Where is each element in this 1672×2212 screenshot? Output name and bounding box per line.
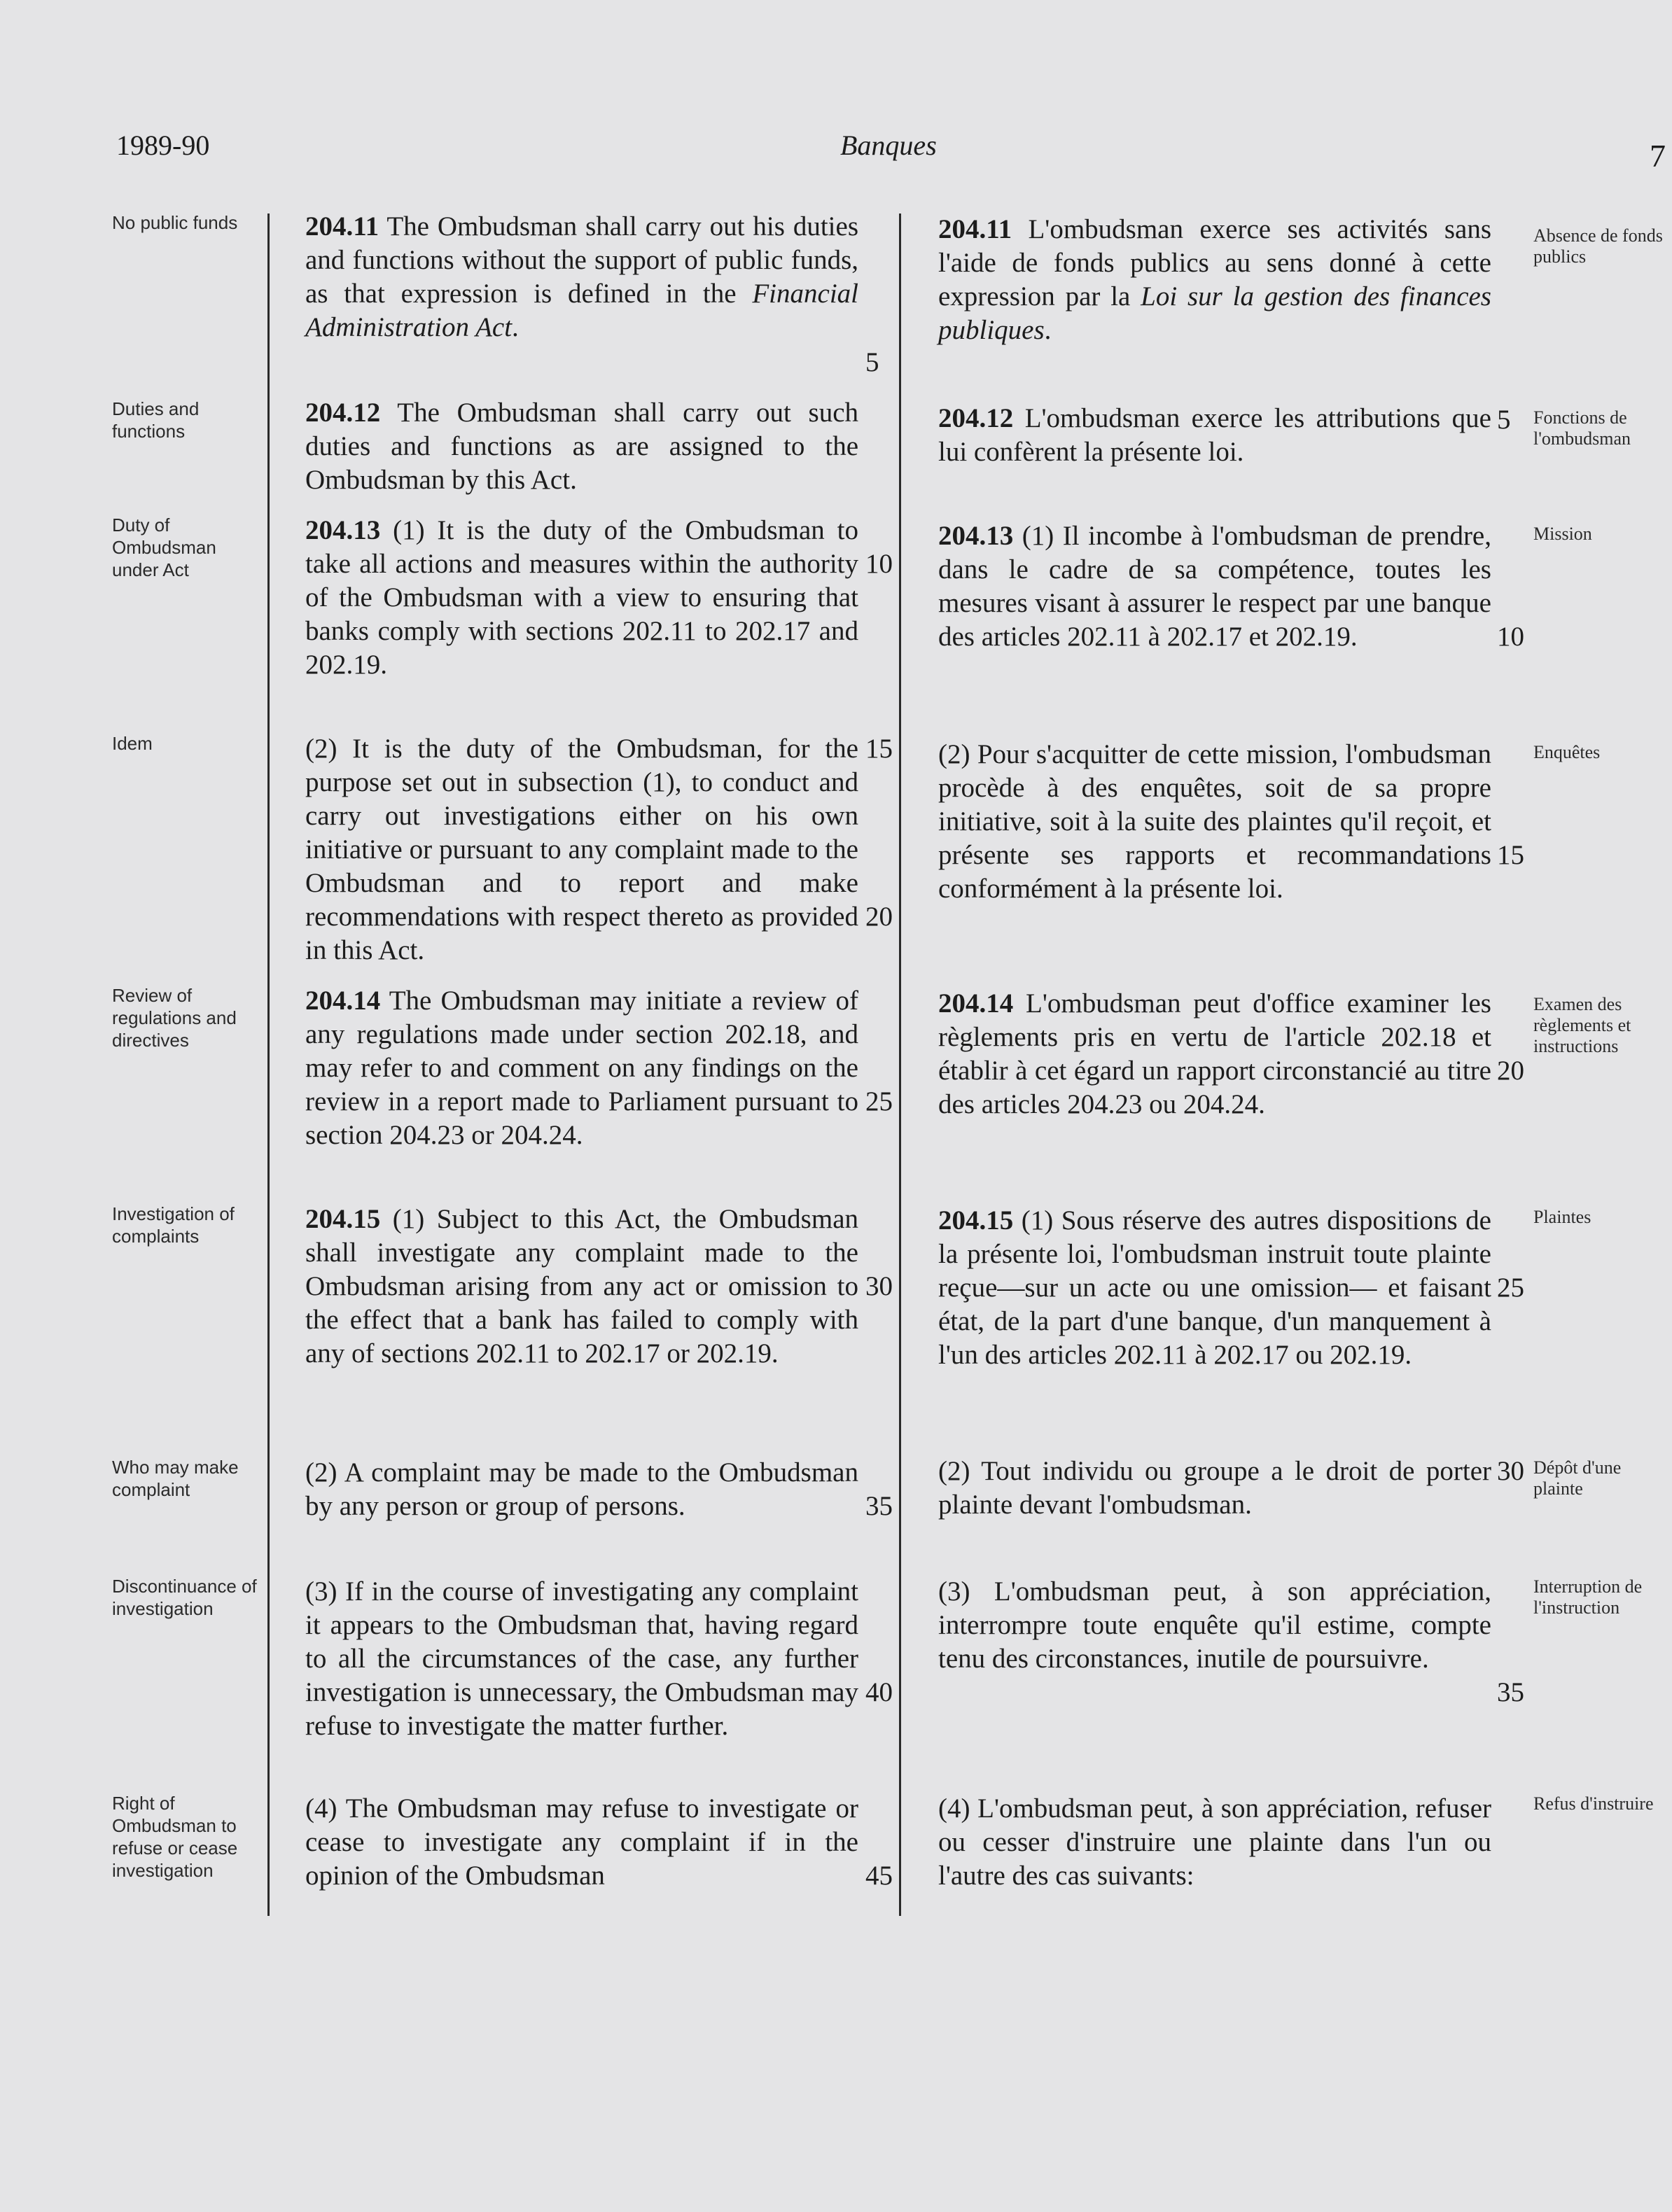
margin-note-fr: Refus d'instruire	[1533, 1793, 1654, 1814]
section-number: 204.12	[938, 403, 1014, 433]
line-number: 30	[1497, 1456, 1524, 1486]
line-number: 15	[865, 734, 893, 764]
line-number: 10	[1497, 622, 1524, 652]
section-fr: 204.14 L'ombudsman peut d'office examiner les règlements pris en vertu de l'article 202.18 et établir à cet égard un rapport circonstancié au titre des articles 204.23 ou 204.24.	[938, 988, 1491, 1119]
margin-note-fr: Mission	[1533, 524, 1592, 544]
section-en: (3) If in the course of investigating any complaint it appears to the Ombudsman that, having regard to all the circumstances of the case, any further investigation is unnecessary, the Ombudsman may refuse to investigate the matter further.	[305, 1576, 858, 1741]
margin-note-en: Who may make complaint	[112, 1457, 239, 1500]
line-number: 10	[865, 549, 893, 579]
margin-note-en: Idem	[112, 733, 153, 754]
section-en: (2) A complaint may be made to the Ombudsman by any person or group of persons.	[305, 1457, 858, 1521]
margin-note-fr: Interruption de l'instruction	[1533, 1576, 1643, 1618]
section-number: 204.14	[305, 986, 381, 1016]
line-number: 20	[865, 902, 893, 932]
margin-note-en: No public funds	[112, 212, 238, 233]
section-en: 204.12 The Ombudsman shall carry out such duties and functions as are assigned to the Ombudsman by this Act.	[305, 398, 858, 495]
margin-note-en: Investigation of complaints	[112, 1203, 235, 1247]
margin-note-en: Discontinuance of investigation	[112, 1576, 257, 1619]
line-number: 5	[1497, 405, 1511, 435]
page-year: 1989-90	[116, 130, 210, 161]
section-fr: (2) Tout individu ou groupe a le droit de porter plainte devant l'ombudsman.	[938, 1456, 1491, 1520]
section-en: 204.14 The Ombudsman may initiate a review of any regulations made under section 202.18, and may refer to and comment on any findings on the review in a report made to Parliament pursuant to section 204.23 or 204.24.	[305, 986, 858, 1150]
line-number: 25	[865, 1086, 893, 1116]
margin-note-fr: Absence de fonds publics	[1533, 225, 1663, 267]
middle-column-rule	[899, 214, 901, 1916]
left-column-rule	[267, 214, 270, 1916]
margin-note-fr: Plaintes	[1533, 1207, 1591, 1227]
line-number: 30	[865, 1271, 893, 1301]
margin-note-en: Duties and functions	[112, 398, 200, 442]
line-number: 40	[865, 1677, 893, 1707]
line-number: 35	[865, 1491, 893, 1521]
section-number: 204.11	[305, 211, 379, 241]
section-fr: 204.13 (1) Il incombe à l'ombudsman de prendre, dans le cadre de sa compétence, toutes les mesures visant à assurer le respect par une banque des articles 202.11 à 202.17 et 202.19.	[938, 521, 1491, 652]
margin-note-en: Review of regulations and directives	[112, 985, 237, 1051]
section-en: (2) It is the duty of the Ombudsman, for the purpose set out in subsection (1), to conduct and carry out investigations either on his own initiative or pursuant to any complaint made to the Ombudsman and to report and make recommendations with respect thereto as provided in this Act.	[305, 734, 858, 965]
section-fr: (4) L'ombudsman peut, à son appréciation, refuser ou cesser d'instruire une plainte dans l'un ou l'autre des cas suivants:	[938, 1793, 1491, 1891]
page-title: Banques	[840, 130, 937, 161]
section-number: 204.11	[938, 214, 1012, 244]
section-en: 204.11 The Ombudsman shall carry out his duties and functions without the support of public funds, as that expression is defined in the Financial Administration Act.	[305, 211, 858, 342]
margin-note-fr: Fonctions de l'ombudsman	[1533, 407, 1631, 449]
page-number: 7	[1650, 138, 1666, 174]
margin-note-en: Duty of Ombudsman under Act	[112, 514, 216, 580]
margin-note-fr: Dépôt d'une plainte	[1533, 1457, 1622, 1499]
line-number: 25	[1497, 1273, 1524, 1303]
line-number: 5	[865, 347, 879, 377]
section-en: 204.13 (1) It is the duty of the Ombudsman to take all actions and measures within the authority of the Ombudsman with a view to ensuring that banks comply with sections 202.11 to 202.17 and 202.19.	[305, 515, 858, 680]
section-number: 204.13	[938, 521, 1014, 551]
section-fr: 204.12 L'ombudsman exerce les attributions que lui confèrent la présente loi.	[938, 403, 1491, 467]
section-en: 204.15 (1) Subject to this Act, the Ombudsman shall investigate any complaint made to the Ombudsman arising from any act or omission to the effect that a bank has failed to comply with any of sections 202.11 to 202.17 or 202.19.	[305, 1204, 858, 1368]
section-fr: (2) Pour s'acquitter de cette mission, l'ombudsman procède à des enquêtes, soit de sa propre initiative, soit à la suite des plaintes qu'il reçoit, et présente ses rapports et recommandations conformément à la présente loi.	[938, 739, 1491, 904]
margin-note-fr: Enquêtes	[1533, 742, 1601, 762]
line-number: 35	[1497, 1677, 1524, 1707]
margin-note-en: Right of Ombudsman to refuse or cease investigation	[112, 1793, 238, 1881]
section-number: 204.14	[938, 988, 1014, 1018]
section-number: 204.15	[305, 1204, 381, 1234]
line-number: 15	[1497, 840, 1524, 870]
section-number: 204.12	[305, 398, 381, 428]
section-fr: 204.15 (1) Sous réserve des autres dispositions de la présente loi, l'ombudsman instruit toute plainte reçue—sur un acte ou une omission— et faisant état, de la part d'une banque, d'un manquement à l'un des articles 202.11 à 202.17 ou 202.19.	[938, 1205, 1491, 1370]
margin-note-fr: Examen des règlements et instructions	[1533, 994, 1631, 1056]
section-number: 204.15	[938, 1205, 1014, 1236]
section-fr: 204.11 L'ombudsman exerce ses activités sans l'aide de fonds publics au sens donné à cette expression par la Loi sur la gestion des finances publiques.	[938, 214, 1491, 345]
section-en: (4) The Ombudsman may refuse to investigate or cease to investigate any complaint if in the opinion of the Ombudsman	[305, 1793, 858, 1891]
section-number: 204.13	[305, 515, 381, 545]
section-fr: (3) L'ombudsman peut, à son appréciation, interrompre toute enquête qu'il estime, compte tenu des circonstances, inutile de poursuivre.	[938, 1576, 1491, 1674]
line-number: 45	[865, 1861, 893, 1891]
line-number: 20	[1497, 1056, 1524, 1086]
